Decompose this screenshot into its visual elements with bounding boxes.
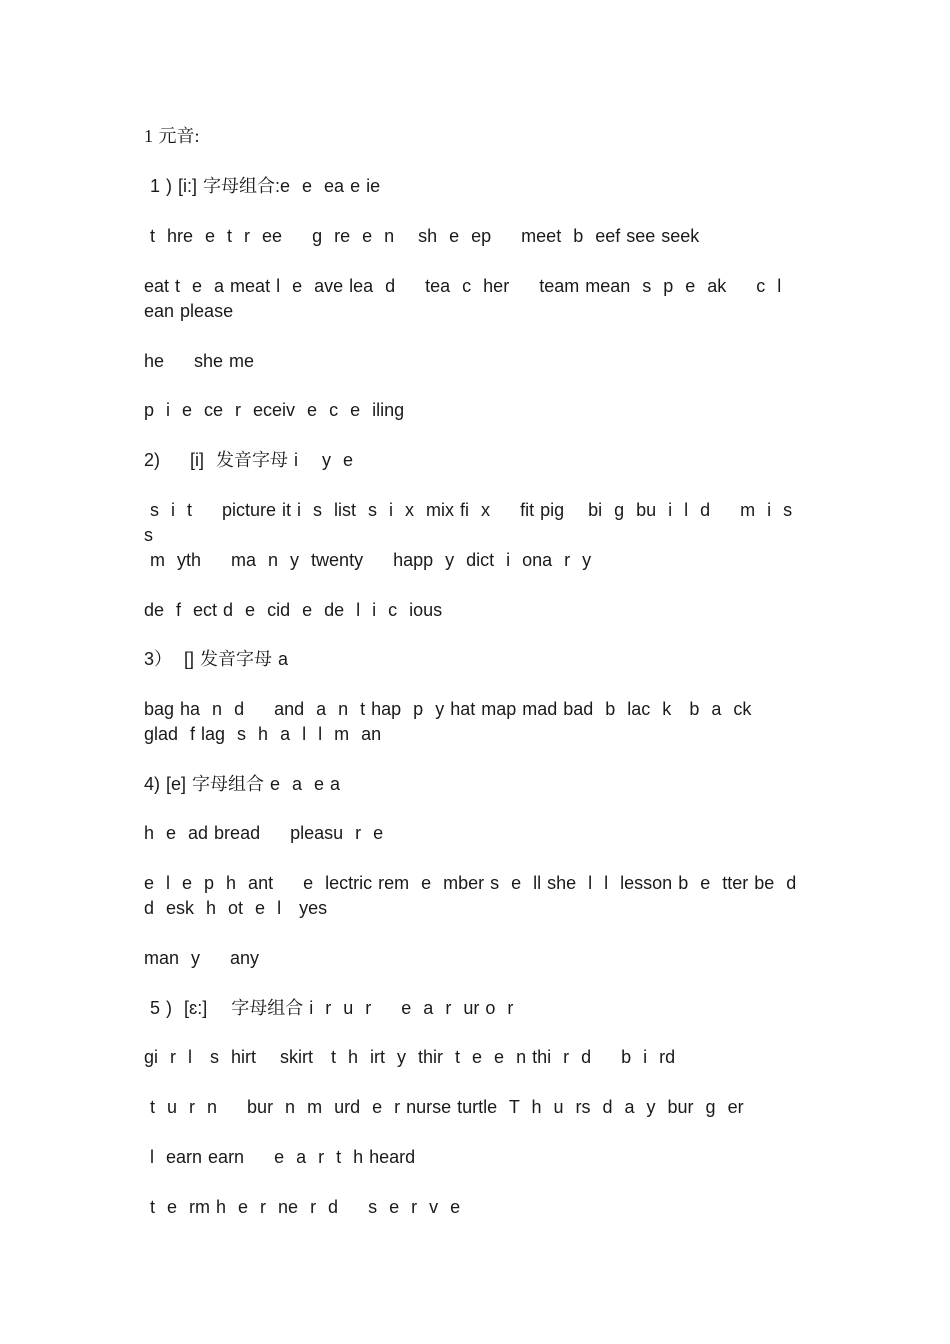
word-line: t hre e t r ee g re e n sh e ep meet b eef see seek	[144, 226, 700, 246]
section-title: 1 ) [i:] 字母组合:e e ea e ie	[144, 176, 381, 196]
word-line: de f ect d e cid e de l i c ious	[144, 600, 443, 620]
word-line: s i t picture it i s list s i x mix fi x fit pig bi g bu i l d m i s s	[144, 500, 805, 545]
word-line: gi r l s hirt skirt t h irt y thir t e e n thi r d b i rd	[144, 1047, 676, 1067]
section-title: 4) [e] 字母组合 e a e a	[144, 774, 341, 794]
word-line: t u r n bur n m urd e r nurse turtle T h u rs d a y bur g er	[144, 1097, 744, 1117]
word-line: p i e ce r eceiv e c e iling	[144, 400, 405, 420]
word-line: he she me	[144, 351, 255, 371]
word-line: m yth ma n y twenty happ y dict i ona r y	[144, 550, 592, 570]
word-line: bag ha n d and a n t hap p y hat map mad bad b lac k b a ck glad f lag s h a l l m an	[144, 699, 782, 744]
word-line: l earn earn e a r t h heard	[144, 1147, 416, 1167]
word-line: h e ad bread pleasu r e	[144, 823, 384, 843]
section-title: 3） [] 发音字母 a	[144, 649, 289, 669]
section-title: 2) [i] 发音字母 i y e	[144, 450, 354, 470]
word-line: e l e p h ant e lectric rem e mber s e ll she l l lesson b e tter be d d esk h ot e l yes	[144, 873, 815, 918]
section-heading: 1 元音:	[144, 126, 200, 146]
word-line: man y any	[144, 948, 260, 968]
word-line: eat t e a meat l e ave lea d tea c her team mean s p e ak c l ean please	[144, 276, 794, 321]
section-title: 5 ) [ɛ:] 字母组合 i r u r e a r ur o r	[144, 998, 514, 1018]
word-line: t e rm h e r ne r d s e r v e	[144, 1197, 461, 1217]
